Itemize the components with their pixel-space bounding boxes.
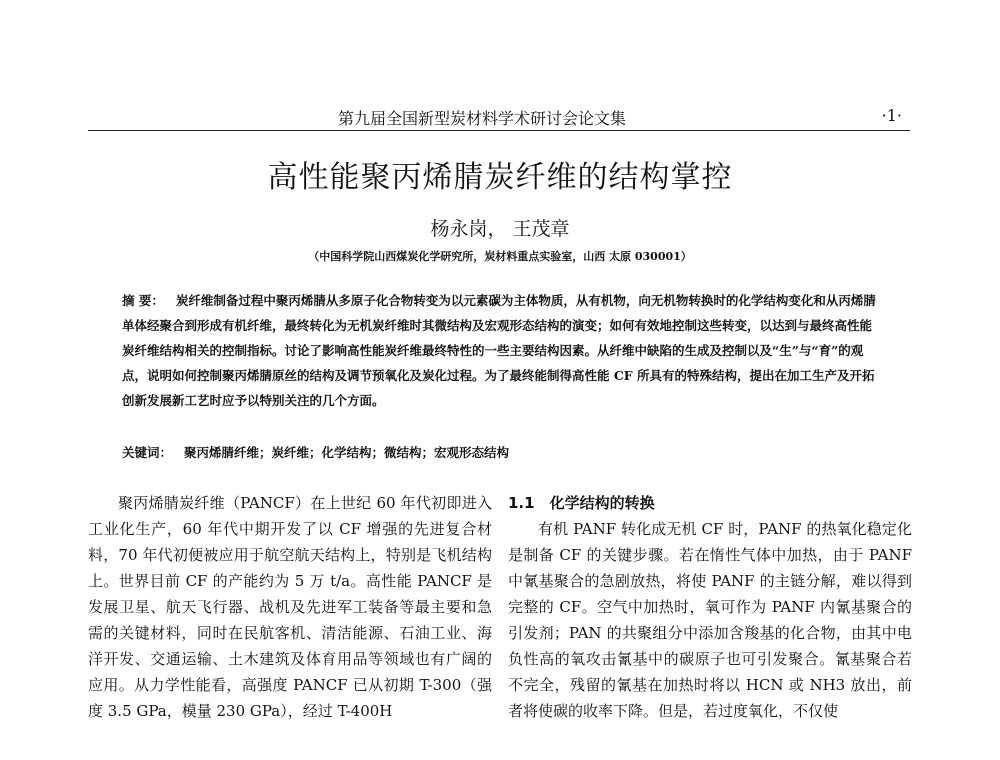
paper-title: 高性能聚丙烯腈炭纤维的结构掌控 <box>267 160 733 195</box>
section-heading: 1.1 化学结构的转换 <box>508 494 655 512</box>
body-right-column <box>508 490 912 724</box>
intro-paragraph: 聚丙烯腈炭纤维（PANCF）在上世纪 60 年代初即进入工业化生产，60 年代中期开发了以 CF 增强的先进复合材料，70 年代初便被应用于航空航天结构上，特别是飞机结构上。世界目前 CF 的产能约为 5 万 t/a。高性能 PANCF 是发展卫星、航天飞行器、战机及先进军工装备等最主要和急需的关键材料，同时在民航客机、清洁能源、石油工业、海洋开发、交通运输、土木建筑及体育用品等领域也有广阔的应用。从力学性能看，高强度 PANCF 已从初期 T-300（强度 3.5 GPa，模量 230 GPa），经过 T-400H <box>88 494 492 720</box>
body-left-column <box>88 490 492 724</box>
keywords <box>122 443 880 461</box>
page-number: ·1· <box>881 106 902 125</box>
affiliation: （中国科学院山西煤炭化学研究所，炭材料重点实验室，山西 太原 030001） <box>308 250 692 263</box>
section-paragraph: 有机 PANF 转化成无机 CF 时，PANF 的热氧化稳定化是制备 CF 的关键步骤。若在惰性气体中加热，由于 PANF 中氰基聚合的急剧放热，将使 PANF 的主链分解，难以得到完整的 CF。空气中加热时，氧可作为 PANF 内氰基聚合的引发剂；PAN 的共聚组分中添加含羧基的化合物，由其中电负性高的氧攻击氰基中的碳原子也可引发聚合。氰基聚合若不完全，残留的氰基在加热时将以 HCN 或 NH3 放出，前者将使碳的收率下降。但是，若过度氧化，不仅使 <box>508 520 912 720</box>
abstract-label: 摘 要： <box>122 293 164 308</box>
running-head <box>88 100 910 131</box>
journal-name: 第九届全国新型炭材料学术研讨会论文集 <box>338 109 627 128</box>
authors: 杨永岗， 王茂章 <box>430 218 570 240</box>
abstract-text: 炭纤维制备过程中聚丙烯腈从多原子化合物转变为以元素碳为主体物质，从有机物，向无机物转换时的化学结构变化和从丙烯腈单体经聚合到形成有机纤维，最终转化为无机炭纤维时其微结构及宏观形态结构的演变；如何有效地控制这些转变，以达到与最终高性能炭纤维结构相关的控制指标。讨论了影响高性能炭纤维最终特性的一些主要结构因素。从纤维中缺陷的生成及控制以及“生”与“育”的观点，说明如何控制聚丙烯腈原丝的结构及调节预氧化及炭化过程。为了最终能制得高性能 CF 所具有的特殊结构，提出在加工生产及开拓创新发展新工艺时应予以特别关注的几个方面。 <box>122 293 876 408</box>
keywords-label: 关键词： <box>122 445 173 460</box>
keywords-text: 聚丙烯腈纤维；炭纤维；化学结构；微结构；宏观形态结构 <box>184 445 510 460</box>
abstract <box>122 288 880 413</box>
